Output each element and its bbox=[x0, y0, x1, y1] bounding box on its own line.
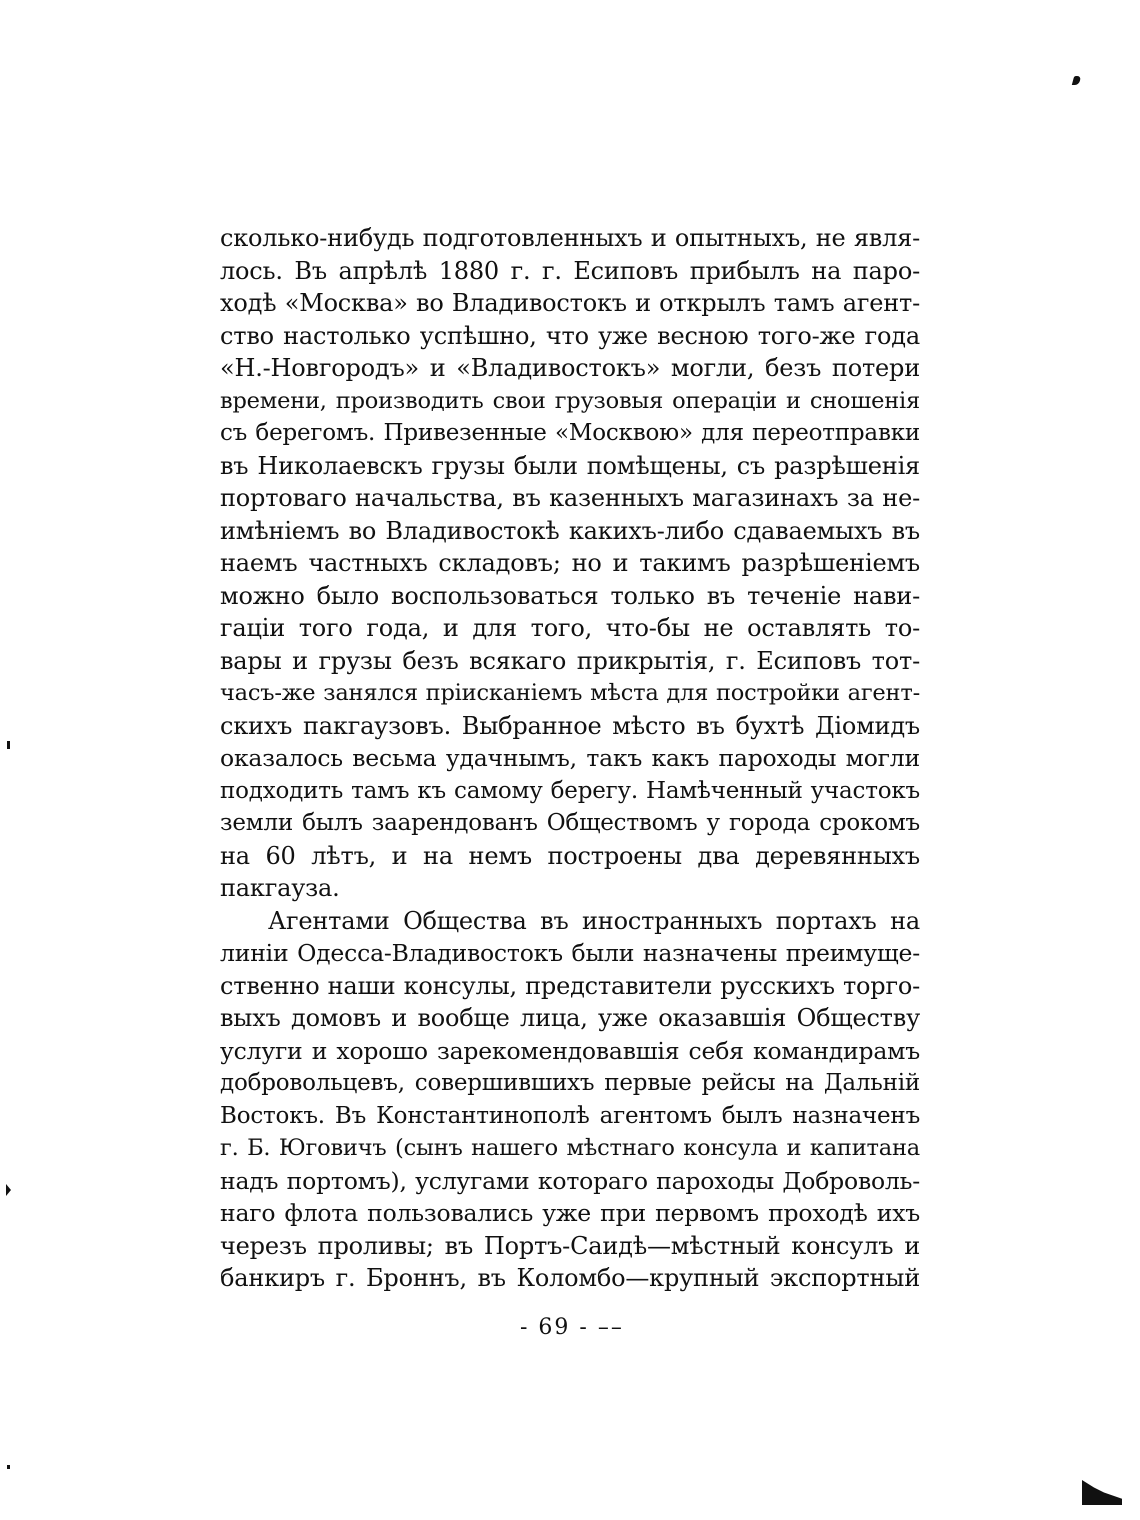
text-line: черезъ проливы; въ Портъ-Саидѣ—мѣстный консулъ и bbox=[220, 1231, 920, 1260]
text-line: ходѣ «Москва» во Владивостокъ и открылъ тамъ агент- bbox=[220, 289, 920, 317]
text-line: можно было воспользоваться только въ теченіе нави- bbox=[220, 581, 920, 610]
print-mark bbox=[7, 1465, 10, 1469]
text-line: пакгауза. bbox=[220, 874, 340, 902]
text-line: Востокъ. Въ Константинополѣ агентомъ былъ назначенъ bbox=[220, 1102, 920, 1129]
text-line: скихъ пакгаузовъ. Выбранное мѣсто въ бухтѣ Діомидъ bbox=[220, 711, 920, 740]
text-line: портоваго начальства, въ казенныхъ магазинахъ за не- bbox=[220, 484, 920, 512]
text-line: земли былъ заарендованъ Обществомъ у города срокомъ bbox=[220, 810, 920, 836]
paragraph-1 bbox=[220, 222, 920, 905]
text-line: вары и грузы безъ всякаго прикрытія, г. Есиповъ тот- bbox=[220, 646, 920, 675]
text-line: ственно наши консулы, представители русскихъ торго- bbox=[220, 971, 920, 1000]
text-line: часъ-же занялся пріисканіемъ мѣста для постройки агент- bbox=[220, 680, 920, 706]
paragraph-2 bbox=[220, 905, 920, 1295]
text-line: ство настолько успѣшно, что уже весною того-же года bbox=[220, 321, 920, 350]
body-text bbox=[220, 222, 920, 1295]
text-line: времени, производить свои грузовыя операціи и сношенія bbox=[220, 387, 920, 414]
print-mark bbox=[1072, 76, 1081, 85]
text-line: подходить тамъ къ самому берегу. Намѣченный участокъ bbox=[220, 777, 920, 804]
text-line: линіи Одесса-Владивостокъ были назначены преимуще- bbox=[220, 939, 920, 967]
text-line: наго флота пользовались уже при первомъ проходѣ ихъ bbox=[220, 1199, 920, 1227]
text-line: съ берегомъ. Привезенные «Москвою» для переотправки bbox=[220, 420, 920, 446]
text-line: добровольцевъ, совершившихъ первые рейсы на Дальній bbox=[220, 1070, 920, 1096]
text-line: лось. Въ апрѣлѣ 1880 г. г. Есиповъ прибылъ на паро- bbox=[220, 256, 920, 285]
text-line: гаціи того года, и для того, что-бы не оставлять то- bbox=[220, 614, 920, 642]
text-line: услуги и хорошо зарекомендовавшія себя командирамъ bbox=[220, 1036, 920, 1065]
text-line: надъ портомъ), услугами котораго пароходы Доброволь- bbox=[220, 1166, 920, 1195]
text-line: на 60 лѣтъ, и на немъ построены два деревянныхъ bbox=[220, 841, 920, 870]
text-line: банкиръ г. Броннъ, въ Коломбо—крупный экспортный bbox=[220, 1264, 920, 1292]
text-line: Агентами Общества въ иностранныхъ портахъ на bbox=[268, 906, 920, 935]
print-mark bbox=[6, 1184, 11, 1196]
text-line: имѣніемъ во Владивостокѣ какихъ-либо сдаваемыхъ въ bbox=[220, 516, 920, 545]
text-line: оказалось весьма удачнымъ, такъ какъ пароходы могли bbox=[220, 744, 920, 772]
page-corner-mark bbox=[1082, 1480, 1122, 1505]
text-line: «Н.-Новгородъ» и «Владивостокъ» могли, безъ потери bbox=[220, 354, 920, 382]
text-line: въ Николаевскъ грузы были помѣщены, съ разрѣшенія bbox=[220, 451, 920, 480]
text-line: выхъ домовъ и вообще лица, уже оказавшія Обществу bbox=[220, 1004, 920, 1032]
page-number: - 69 - –– bbox=[520, 1315, 624, 1340]
text-line: сколько-нибудь подготовленныхъ и опытныхъ, не явля- bbox=[220, 224, 920, 252]
print-mark bbox=[7, 741, 10, 749]
text-line: наемъ частныхъ складовъ; но и такимъ разрѣшеніемъ bbox=[220, 549, 920, 577]
text-line: г. Б. Юговичъ (сынъ нашего мѣстнаго консула и капитана bbox=[220, 1135, 920, 1161]
